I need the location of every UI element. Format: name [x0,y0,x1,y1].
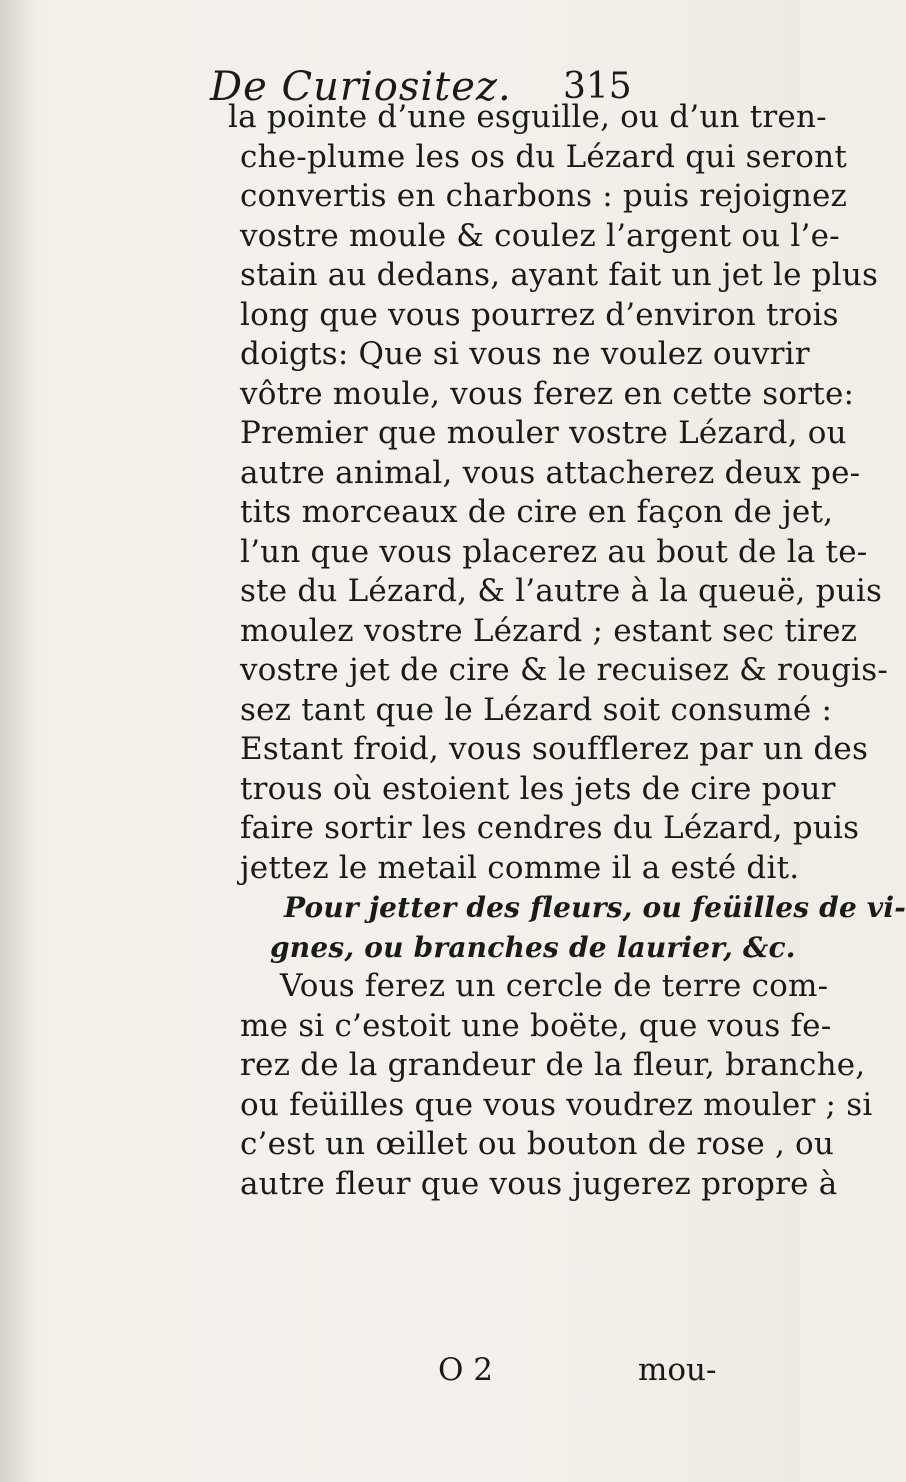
text-line: long que vous pourrez d’environ trois [240,296,839,333]
text-line: vostre moule & coulez l’argent ou l’e- [240,217,840,254]
text-line: ou feüilles que vous voudrez mouler ; si [240,1086,873,1123]
page-footer [0,1352,800,1392]
section-heading: Pour jetter des fleurs, ou feüilles de vi- [284,891,906,924]
text-line: convertis en charbons : puis rejoignez [240,178,848,214]
text-line: sez tant que le Lézard soit consumé : [240,691,833,728]
text-line: stain au dedans, ayant fait un jet le plus [240,257,879,293]
running-head: De Curiositez. [210,64,512,110]
text-line: faire sortir les cendres du Lézard, puis [240,810,860,846]
text-line: tits morceaux de cire en façon de jet, [240,494,834,530]
text-line: vostre jet de cire & le recuisez & rougis- [240,652,889,688]
text-line: l’un que vous placerez au bout de la te- [240,533,868,570]
text-line: trous où estoient les jets de cire pour [240,770,836,807]
gutter-shadow [0,0,36,1482]
text-line: autre animal, vous attacherez deux pe- [240,454,861,491]
catchword: mou- [638,1352,717,1388]
page-number: 315 [563,66,632,107]
text-line: ste du Lézard, & l’autre à la queuë, puis [240,573,883,609]
text-line: me si c’estoit une boëte, que vous fe- [240,1007,832,1044]
text-line: Estant froid, vous soufflerez par un des [240,731,869,767]
body-text [228,98,906,1204]
section-heading-continued: gnes, ou branches de laurier, &c. [270,930,796,964]
text-line: Vous ferez un cercle de terre com- [280,968,829,1004]
text-line: la pointe d’une esguille, ou d’un tren- [228,99,827,135]
text-line: Premier que mouler vostre Lézard, ou [240,415,847,451]
text-line: vôtre moule, vous ferez en cette sorte: [240,375,855,412]
text-line: autre fleur que vous jugerez propre à [240,1165,838,1202]
text-line: doigts: Que si vous ne voulez ouvrir [240,336,810,372]
text-line: jettez le metail comme il a esté dit. [240,849,800,886]
text-line: che-plume les os du Lézard qui seront [240,138,847,175]
text-line: rez de la grandeur de la fleur, branche, [240,1047,866,1083]
signature-mark: O 2 [438,1352,493,1388]
text-line: moulez vostre Lézard ; estant sec tirez [240,612,858,649]
text-line: c’est un œillet ou bouton de rose , ou [240,1126,835,1162]
